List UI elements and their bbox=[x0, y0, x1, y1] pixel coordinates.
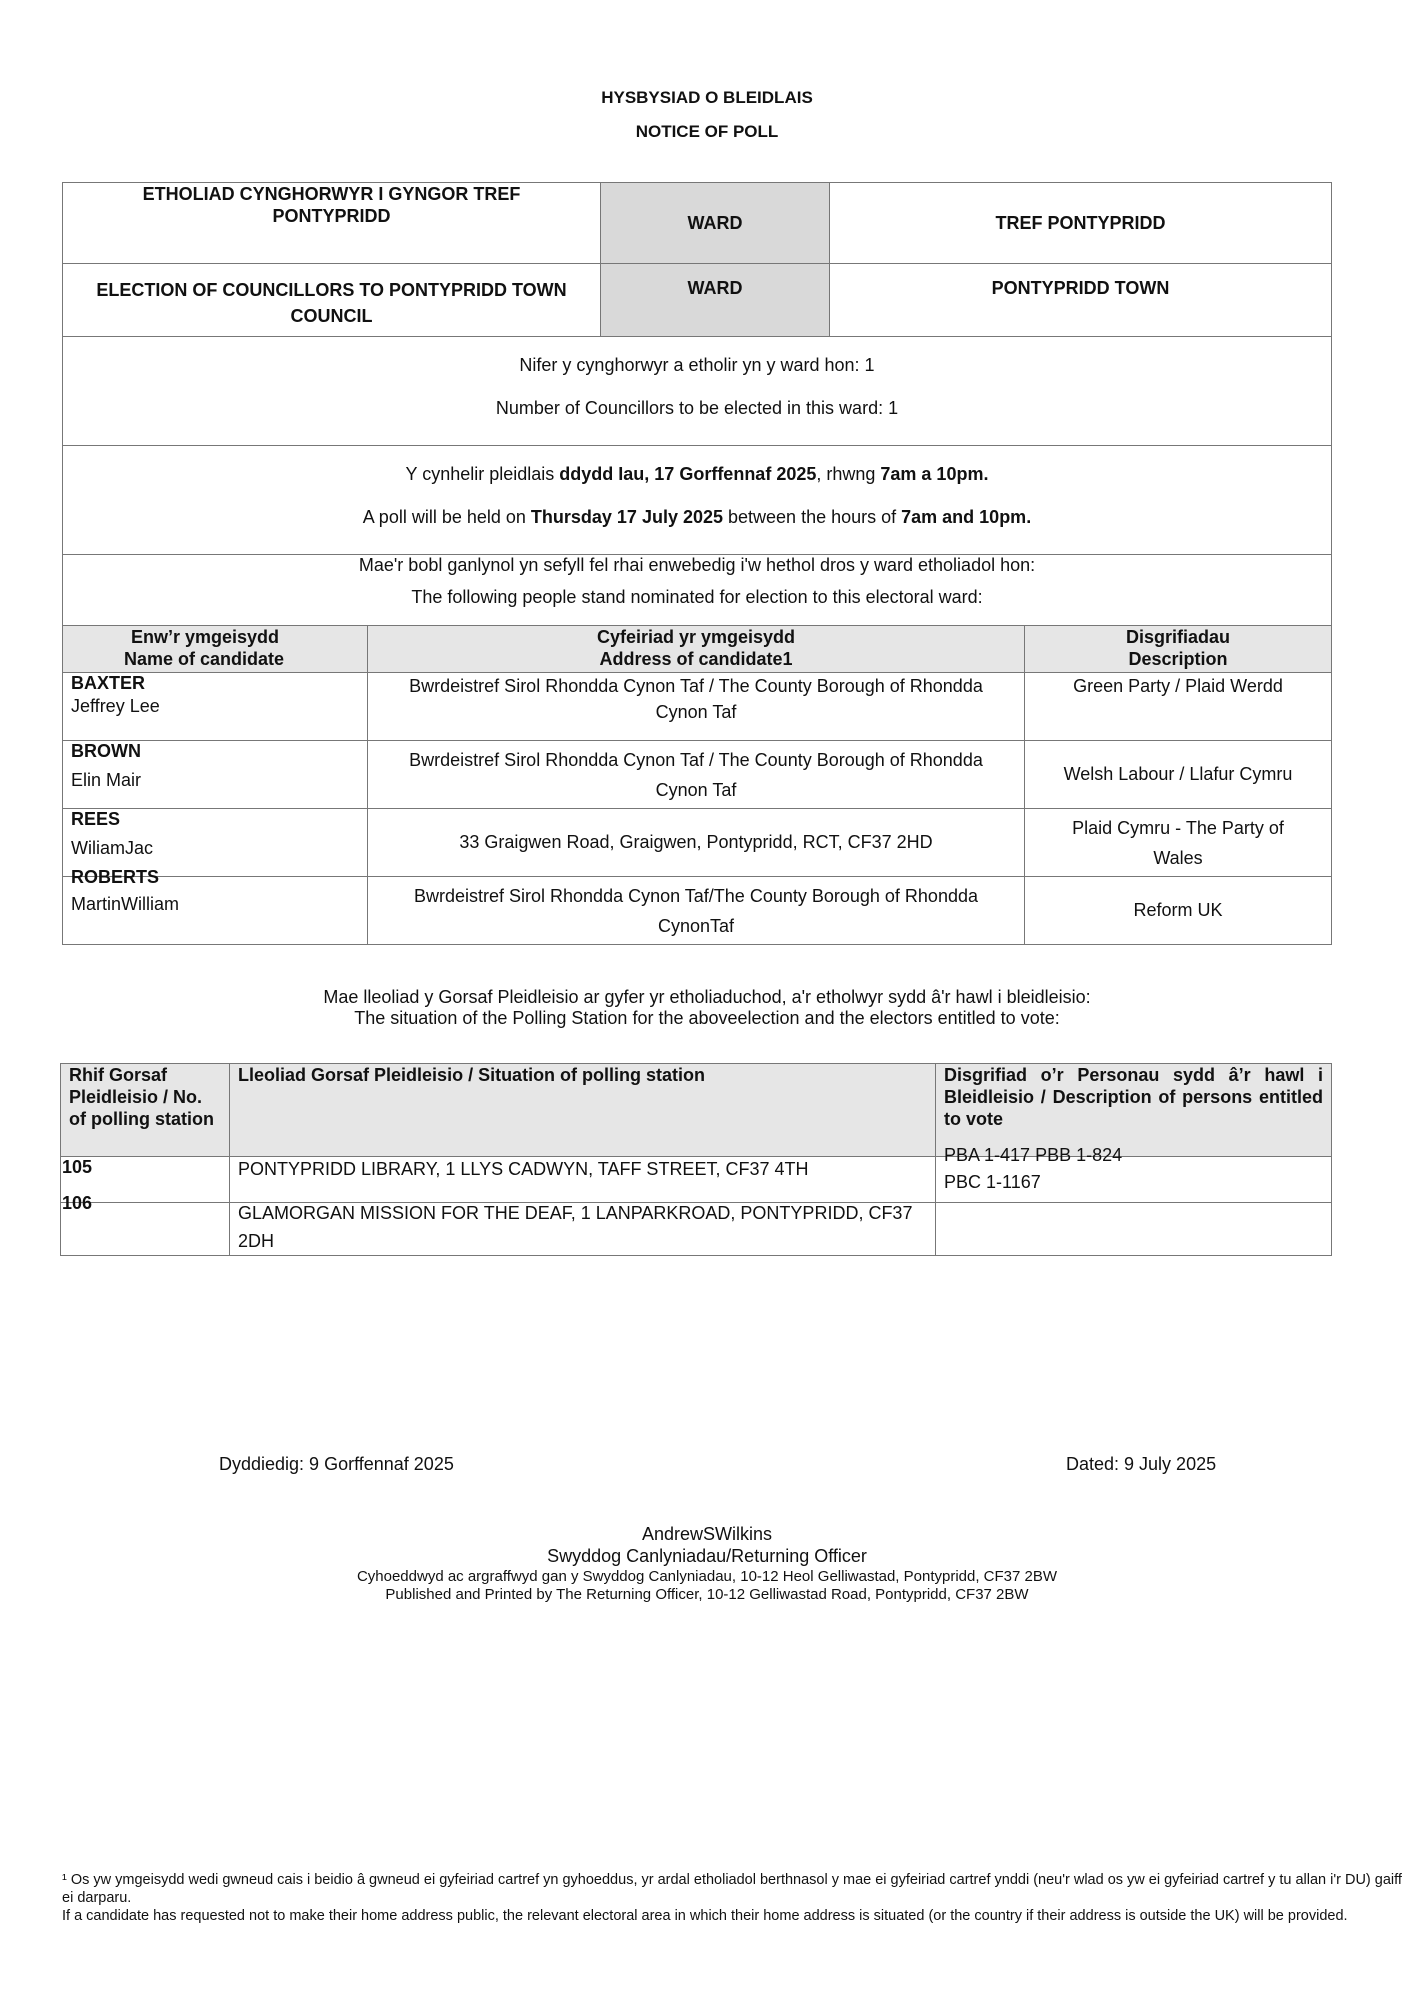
dated-welsh: Dyddiedig: 9 Gorffennaf 2025 bbox=[219, 1454, 454, 1474]
candidate-address-header: Cyfeiriad yr ymgeisydd Address of candidate1 bbox=[368, 626, 1025, 673]
situation-welsh: Mae lleoliad y Gorsaf Pleidleisio ar gyfer yr etholiaduchod, a'r etholwyr sydd â'r hawl i bleidleisio: bbox=[323, 987, 1091, 1007]
station-row bbox=[61, 1157, 1332, 1203]
nominated-box bbox=[62, 555, 1332, 626]
ward-name-english: PONTYPRIDD TOWN bbox=[830, 264, 1332, 337]
candidate-description: Reform UK bbox=[1025, 877, 1332, 945]
station-persons-empty bbox=[936, 1203, 1332, 1256]
station-persons-header: Disgrifiad o’r Personau sydd â’r hawl i Bleidleisio / Description of persons entitled to vote bbox=[936, 1064, 1332, 1157]
ward-name-welsh: TREF PONTYPRIDD bbox=[830, 183, 1332, 264]
candidate-surname: ROBERTS bbox=[71, 867, 160, 887]
candidate-address: Bwrdeistref Sirol Rhondda Cynon Taf / The County Borough of Rhondda Cynon Taf bbox=[368, 673, 1025, 741]
election-name-welsh: ETHOLIAD CYNGHORWYR I GYNGOR TREF PONTYPRIDD bbox=[63, 183, 601, 264]
candidate-surname: REES bbox=[71, 809, 121, 829]
station-situation: GLAMORGAN MISSION FOR THE DEAF, 1 LANPARKROAD, PONTYPRIDD, CF37 2DH bbox=[230, 1203, 936, 1256]
nominated-welsh: Mae'r bobl ganlynol yn sefyll fel rhai enwebedig i'w hethol dros y ward etholiadol hon: bbox=[358, 555, 1036, 575]
published-welsh: Cyhoeddwyd ac argraffwyd gan y Swyddog Canlyniadau, 10-12 Heol Gelliwastad, Pontypridd, CF37 2BW bbox=[356, 1568, 1058, 1585]
councillors-box bbox=[62, 337, 1332, 446]
ward-label-english: WARD bbox=[601, 264, 830, 337]
station-number: 105 bbox=[61, 1157, 230, 1203]
councillors-welsh: Nifer y cynghorwyr a etholir yn y ward hon: 1 bbox=[519, 355, 875, 375]
poll-english: A poll will be held on Thursday 17 July 2025 between the hours of 7am and 10pm. bbox=[362, 507, 1032, 527]
situation-english: The situation of the Polling Station for the aboveelection and the electors entitled to vote: bbox=[354, 1008, 1060, 1028]
published-english: Published and Printed by The Returning Officer, 10-12 Gelliwastad Road, Pontypridd, CF37 2BW bbox=[385, 1586, 1029, 1603]
situation-text bbox=[0, 987, 1414, 1029]
candidate-forenames: Jeffrey Lee bbox=[71, 696, 160, 716]
candidate-address: 33 Graigwen Road, Graigwen, Pontypridd, RCT, CF37 2HD bbox=[368, 809, 1025, 877]
title-welsh: HYSBYSIAD O BLEIDLAIS bbox=[601, 88, 813, 107]
footnote-english: If a candidate has requested not to make their home address public, the relevant electoral area in which their home address is situated (or the country if their address is outside the UK) will be provided. bbox=[62, 1908, 1348, 1924]
candidate-forenames: Elin Mair bbox=[71, 770, 142, 790]
candidate-forenames: WiliamJac bbox=[71, 838, 154, 858]
ward-label-welsh: WARD bbox=[601, 183, 830, 264]
publisher-block bbox=[0, 1568, 1414, 1604]
candidate-surname: BAXTER bbox=[71, 673, 146, 693]
poll-box bbox=[62, 446, 1332, 555]
officer-name: AndrewSWilkins bbox=[641, 1524, 773, 1544]
footnote-welsh: ¹ Os yw ymgeisydd wedi gwneud cais i beidio â gwneud ei gyfeiriad cartref yn gyhoeddus, yr ardal etholiadol berthnasol y mae ei gyfeiriad cartref ynddi (neu'r wlad os yw ei gyfeiriad cartref y tu allan i'r DU) gaiff ei darparu. bbox=[62, 1872, 1402, 1906]
station-situation-header: Lleoliad Gorsaf Pleidleisio / Situation of polling station bbox=[230, 1064, 936, 1157]
station-situation: PONTYPRIDD LIBRARY, 1 LLYS CADWYN, TAFF STREET, CF37 4TH bbox=[230, 1157, 936, 1203]
footnote bbox=[62, 1871, 1402, 1925]
candidate-row bbox=[63, 741, 1332, 809]
candidate-row bbox=[63, 809, 1332, 877]
dated-english: Dated: 9 July 2025 bbox=[1066, 1454, 1217, 1474]
station-row bbox=[61, 1203, 1332, 1256]
title-english: NOTICE OF POLL bbox=[635, 122, 779, 141]
candidate-address: Bwrdeistref Sirol Rhondda Cynon Taf/The County Borough of Rhondda CynonTaf bbox=[368, 877, 1025, 945]
station-persons: PBA 1-417 PBB 1-824 PBC 1-1167 bbox=[936, 1157, 1332, 1203]
election-header-table bbox=[62, 182, 1332, 337]
nominated-english: The following people stand nominated for election to this electoral ward: bbox=[411, 587, 983, 607]
candidate-row bbox=[63, 877, 1332, 945]
officer-title: Swyddog Canlyniadau/Returning Officer bbox=[547, 1546, 867, 1566]
polling-stations-table bbox=[60, 1063, 1332, 1256]
election-name-english: ELECTION OF COUNCILLORS TO PONTYPRIDD TOWN COUNCIL bbox=[63, 264, 601, 337]
poll-welsh: Y cynhelir pleidlais ddydd Iau, 17 Gorffennaf 2025, rhwng 7am a 10pm. bbox=[405, 464, 989, 484]
station-number: 106 bbox=[61, 1203, 230, 1256]
councillors-english: Number of Councillors to be elected in this ward: 1 bbox=[495, 398, 899, 418]
candidate-description: Welsh Labour / Llafur Cymru bbox=[1025, 741, 1332, 809]
station-number-header: Rhif Gorsaf Pleidleisio / No. of polling station bbox=[61, 1064, 230, 1157]
candidate-description: Plaid Cymru - The Party of Wales bbox=[1025, 809, 1332, 877]
returning-officer-block bbox=[0, 1523, 1414, 1567]
candidates-table bbox=[62, 625, 1332, 945]
candidate-name-header: Enw’r ymgeisydd Name of candidate bbox=[63, 626, 368, 673]
candidate-forenames: MartinWilliam bbox=[71, 894, 179, 914]
candidate-address: Bwrdeistref Sirol Rhondda Cynon Taf / The County Borough of Rhondda Cynon Taf bbox=[368, 741, 1025, 809]
candidate-description-header: Disgrifiadau Description bbox=[1025, 626, 1332, 673]
candidate-surname: BROWN bbox=[71, 741, 141, 761]
candidate-row bbox=[63, 673, 1332, 741]
candidate-description: Green Party / Plaid Werdd bbox=[1025, 673, 1332, 741]
